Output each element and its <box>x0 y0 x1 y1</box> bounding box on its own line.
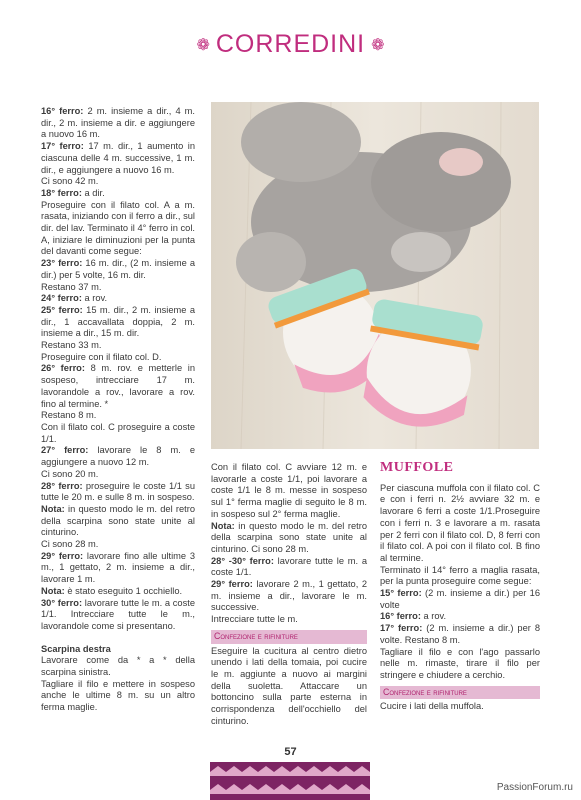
instruction-line <box>380 623 540 646</box>
instruction-line <box>41 655 195 678</box>
row-text: a rov. <box>420 611 447 622</box>
knit-pattern <box>210 762 370 800</box>
row-text: Terminato il 14° ferro a maglia rasata, per la punta proseguire come segue: <box>380 564 540 587</box>
instruction-line <box>41 106 195 141</box>
row-label: 28° ferro: <box>41 480 83 491</box>
instruction-line <box>41 410 195 422</box>
row-text: Restano 33 m. <box>41 340 102 351</box>
row-text: Proseguire con il filato col. D. <box>41 351 162 362</box>
row-label: 27° ferro: <box>41 445 89 456</box>
row-label: 18° ferro: <box>41 187 82 198</box>
row-text: è stato eseguito 1 occhiello. <box>64 585 183 596</box>
row-text: (2 m. insieme a dir.) per 8 volte. Restano 8 m. <box>380 623 540 645</box>
row-text: Ci sono 20 m. <box>41 468 99 479</box>
row-text: 15 m. dir., 2 m. insieme a dir., 1 accavallata doppia, 2 m. insieme a dir., 15 m. dir. <box>41 304 195 339</box>
instruction-line <box>41 586 195 598</box>
column-right <box>380 462 540 713</box>
row-text: Per ciascuna muffola con il filato col. C e con i ferri n. 2½ avviare 32 m. e lavorare 6 ferri a coste 1/1.Proseguire con i ferri n. 3 e lavorare a m. rasata per 2 ferri con il filato col. D, 8 ferri con il filato col. A poi con il filato col. B fino al termine. <box>380 482 540 563</box>
watermark: PassionForum.ru <box>496 782 573 793</box>
page-header <box>0 30 581 59</box>
instruction-line <box>41 293 195 305</box>
row-text: in questo modo le m. del retro della scarpina sono state unite al cinturino. <box>41 503 195 538</box>
row-label: 23° ferro: <box>41 258 83 269</box>
photo-illustration <box>211 102 539 449</box>
instruction-line <box>41 422 195 445</box>
paragraph: Cucire i lati della muffola. <box>380 701 484 712</box>
row-label: 30° ferro: <box>41 597 83 608</box>
row-text: lavorare tutte le m. a coste 1/1. Intrecciare tutte le m., lavorandole come si presentano. <box>41 597 195 631</box>
column-left <box>41 106 195 714</box>
instruction-line <box>41 188 195 200</box>
section-confezione-rifiniture: Confezione e rifiniture <box>211 630 367 644</box>
row-label: 17° ferro: <box>41 141 84 152</box>
row-label: 15° ferro: <box>380 588 422 599</box>
instruction-line <box>41 539 195 551</box>
instruction-line <box>380 588 540 611</box>
row-text: Ci sono 28 m. <box>41 539 99 550</box>
flower-icon: ❁ <box>371 36 385 54</box>
instruction-line <box>41 282 195 294</box>
row-label: Nota: <box>41 503 65 514</box>
instruction-line <box>380 565 540 588</box>
instruction-line <box>41 504 195 539</box>
instruction-line <box>41 679 195 714</box>
instruction-line <box>41 445 195 468</box>
row-text: Proseguire con il filato col. A a m. rasata, iniziando con il ferro a dir., sul dir. del lav. Terminato il 4° ferro in col. A, iniziare le diminuzioni per la punta del davanti come segue: <box>41 199 195 257</box>
instruction-line <box>211 462 367 521</box>
page-number: 57 <box>284 746 297 758</box>
instruction-line <box>41 176 195 188</box>
instruction-line <box>380 483 540 565</box>
row-label: Nota: <box>41 585 65 596</box>
row-text: lavorare tutte le m. a coste 1/1. <box>211 555 367 578</box>
row-label: 28° -30° ferro: <box>211 555 274 566</box>
row-label: 29° ferro: <box>41 550 84 561</box>
row-label: 16° ferro: <box>41 106 84 116</box>
instruction-line <box>211 521 367 556</box>
row-text: 8 m. rov. e metterle in sospeso, intrecciare 17 m. lavorandole a rov., lavorare a rov. fino al termine. * <box>41 363 196 409</box>
instruction-line <box>41 141 195 176</box>
row-text: proseguire le coste 1/1 su tutte le 20 m. e sulle 8 m. in sospeso. <box>41 480 195 503</box>
flower-icon: ❁ <box>196 36 210 54</box>
row-text: Lavorare come da * a * della scarpina sinistra. <box>41 655 195 678</box>
instruction-line <box>211 614 367 626</box>
row-label: 16° ferro: <box>380 611 421 622</box>
instruction-line <box>41 340 195 352</box>
instruction-line <box>41 305 195 340</box>
row-text: Restano 8 m. <box>41 410 97 421</box>
row-text: Tagliare il filo e con l'ago passarlo nelle m. rimaste, tirare il filo per stringere e chiudere a cerchio. <box>380 646 540 680</box>
subheading-scarpina-destra: Scarpina destra <box>41 643 111 654</box>
row-label: Nota: <box>211 520 235 531</box>
section-title-muffole: MUFFOLE <box>380 460 454 475</box>
instruction-line <box>41 363 195 410</box>
row-text: (2 m. insieme a dir.) per 16 volte <box>380 588 541 610</box>
row-label: 25° ferro: <box>41 304 83 315</box>
row-text: a rov. <box>81 293 108 304</box>
instruction-line <box>41 481 195 504</box>
section-confezione-rifiniture: Confezione e rifiniture <box>380 686 540 700</box>
instruction-line <box>41 469 195 481</box>
row-text: Tagliare il filo e mettere in sospeso anche le ultime 8 m. su un altro ferma maglie. <box>41 678 195 713</box>
paragraph: Eseguire la cucitura al centro dietro unendo i lati della tomaia, poi cucire le m. aggiunte a nuovo ai margini della suoletta. Attaccare un bottoncino sulla parte esterna in corrispondenza dell'occhiello del cinturino. <box>211 645 367 726</box>
knit-swatch-image <box>210 762 370 800</box>
row-text: Con il filato col. C proseguire a coste 1/1. <box>41 421 195 444</box>
page-title: CORREDINI <box>215 30 366 58</box>
instruction-line <box>41 258 195 281</box>
instruction-line <box>211 579 367 614</box>
row-text: in questo modo le m. del retro della scarpina sono state unite al cinturino. Ci sono 28 m. <box>211 520 367 554</box>
instruction-line <box>41 352 195 364</box>
instruction-line <box>41 551 195 586</box>
row-label: 29° ferro: <box>211 579 253 590</box>
row-label: 24° ferro: <box>41 293 82 304</box>
instruction-line <box>380 611 540 623</box>
column-middle <box>211 462 367 727</box>
instruction-line <box>380 647 540 682</box>
row-text: Con il filato col. C avviare 12 m. e lavorarle a coste 1/1, poi lavorare a coste 1/1 le 8 m. messe in sospeso sul 1° ferma maglie di seguito le 8 m. in sospeso sul 2° ferma maglie. <box>211 462 367 519</box>
row-text: Restano 37 m. <box>41 281 102 292</box>
instruction-line <box>41 200 195 259</box>
photo-bunny-mittens <box>211 102 539 449</box>
row-text: 2 m. insieme a dir., 4 m. dir., 2 m. insieme a dir. e aggiungere a nuovo 16 m. <box>41 106 195 140</box>
row-text: a dir. <box>81 187 105 198</box>
instruction-line <box>41 598 195 633</box>
row-text: 17 m. dir., 1 aumento in ciascuna delle 4 m. successive, 1 m. dir., e aggiungere a nuovo 16 m. <box>41 141 195 175</box>
row-label: 17° ferro: <box>380 623 423 634</box>
row-text: lavorare le 8 m. e aggiungere a nuovo 12 m. <box>41 445 195 468</box>
row-text: lavorare 2 m., 1 gettato, 2 m. insieme a dir., lavorare le m. successive. <box>211 579 367 613</box>
row-label: 26° ferro: <box>41 363 85 374</box>
row-text: lavorare fino alle ultime 3 m., 1 gettato, 2 m. insieme a dir., lavorare 1 m. <box>41 550 195 585</box>
instruction-line <box>211 556 367 579</box>
row-text: 16 m. dir., (2 m. insieme a dir.) per 5 volte, 16 m. dir. <box>41 258 195 280</box>
row-text: Intrecciare tutte le m. <box>211 614 298 625</box>
row-text: Ci sono 42 m. <box>41 176 99 187</box>
